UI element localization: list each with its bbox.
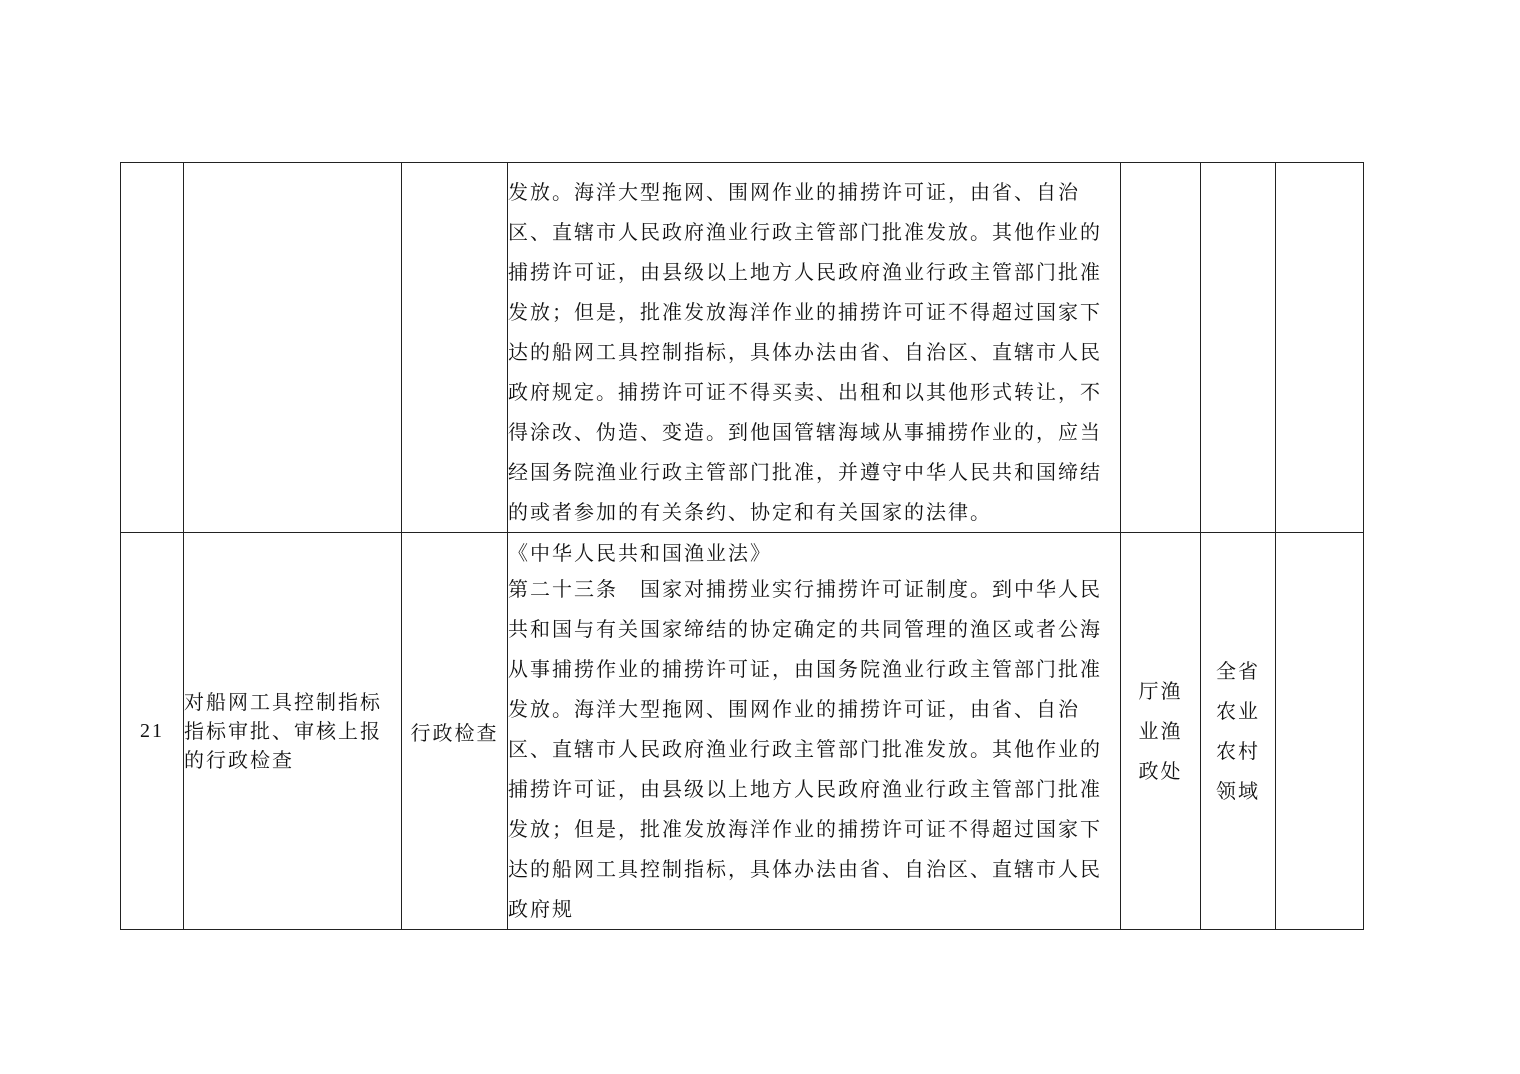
- department-cell: [1121, 533, 1201, 930]
- remark-cell: [1276, 533, 1364, 930]
- field-text: 全省 农业 农村 领域: [1216, 659, 1260, 803]
- item-name-cell: [184, 163, 402, 533]
- remark-cell: [1276, 163, 1364, 533]
- field-cell: [1201, 163, 1276, 533]
- authority-list-table: [120, 162, 1364, 930]
- law-title: 《中华人民共和国渔业法》: [508, 541, 772, 565]
- category-cell: 行政检查: [402, 533, 508, 930]
- item-number-cell: [121, 163, 184, 533]
- item-number-cell: 21: [121, 533, 184, 930]
- field-cell: [1201, 533, 1276, 930]
- legal-basis-cell: [508, 163, 1121, 533]
- category-cell: [402, 163, 508, 533]
- department-text: 厅渔 业渔 政处: [1138, 679, 1183, 783]
- item-name-cell: 对船网工具控制指标指标审批、审核上报的行政检查: [184, 533, 402, 930]
- table-row-21: [121, 533, 1364, 930]
- legal-basis-text: 发放。海洋大型拖网、围网作业的捕捞许可证，由省、自治区、直辖市人民政府渔业行政主管部门批准发放。其他作业的捕捞许可证，由县级以上地方人民政府渔业行政主管部门批准发放；但是，批准发放海洋作业的捕捞许可证不得超过国家下达的船网工具控制指标，具体办法由省、自治区、直辖市人民政府规定。捕捞许可证不得买卖、出租和以其他形式转让，不得涂改、伪造、变造。到他国管辖海域从事捕捞作业的，应当经国务院渔业行政主管部门批准，并遵守中华人民共和国缔结的或者参加的有关条约、协定和有关国家的法律。: [508, 180, 1102, 524]
- law-article-text: 第二十三条 国家对捕捞业实行捕捞许可证制度。到中华人民共和国与有关国家缔结的协定确定的共同管理的渔区或者公海从事捕捞作业的捕捞许可证，由国务院渔业行政主管部门批准发放。海洋大型拖网、围网作业的捕捞许可证，由省、自治区、直辖市人民政府渔业行政主管部门批准发放。其他作业的捕捞许可证，由县级以上地方人民政府渔业行政主管部门批准发放；但是，批准发放海洋作业的捕捞许可证不得超过国家下达的船网工具控制指标，具体办法由省、自治区、直辖市人民政府规: [508, 577, 1102, 921]
- table-row-continued: [121, 163, 1364, 533]
- department-cell: [1121, 163, 1201, 533]
- legal-basis-cell: [508, 533, 1121, 930]
